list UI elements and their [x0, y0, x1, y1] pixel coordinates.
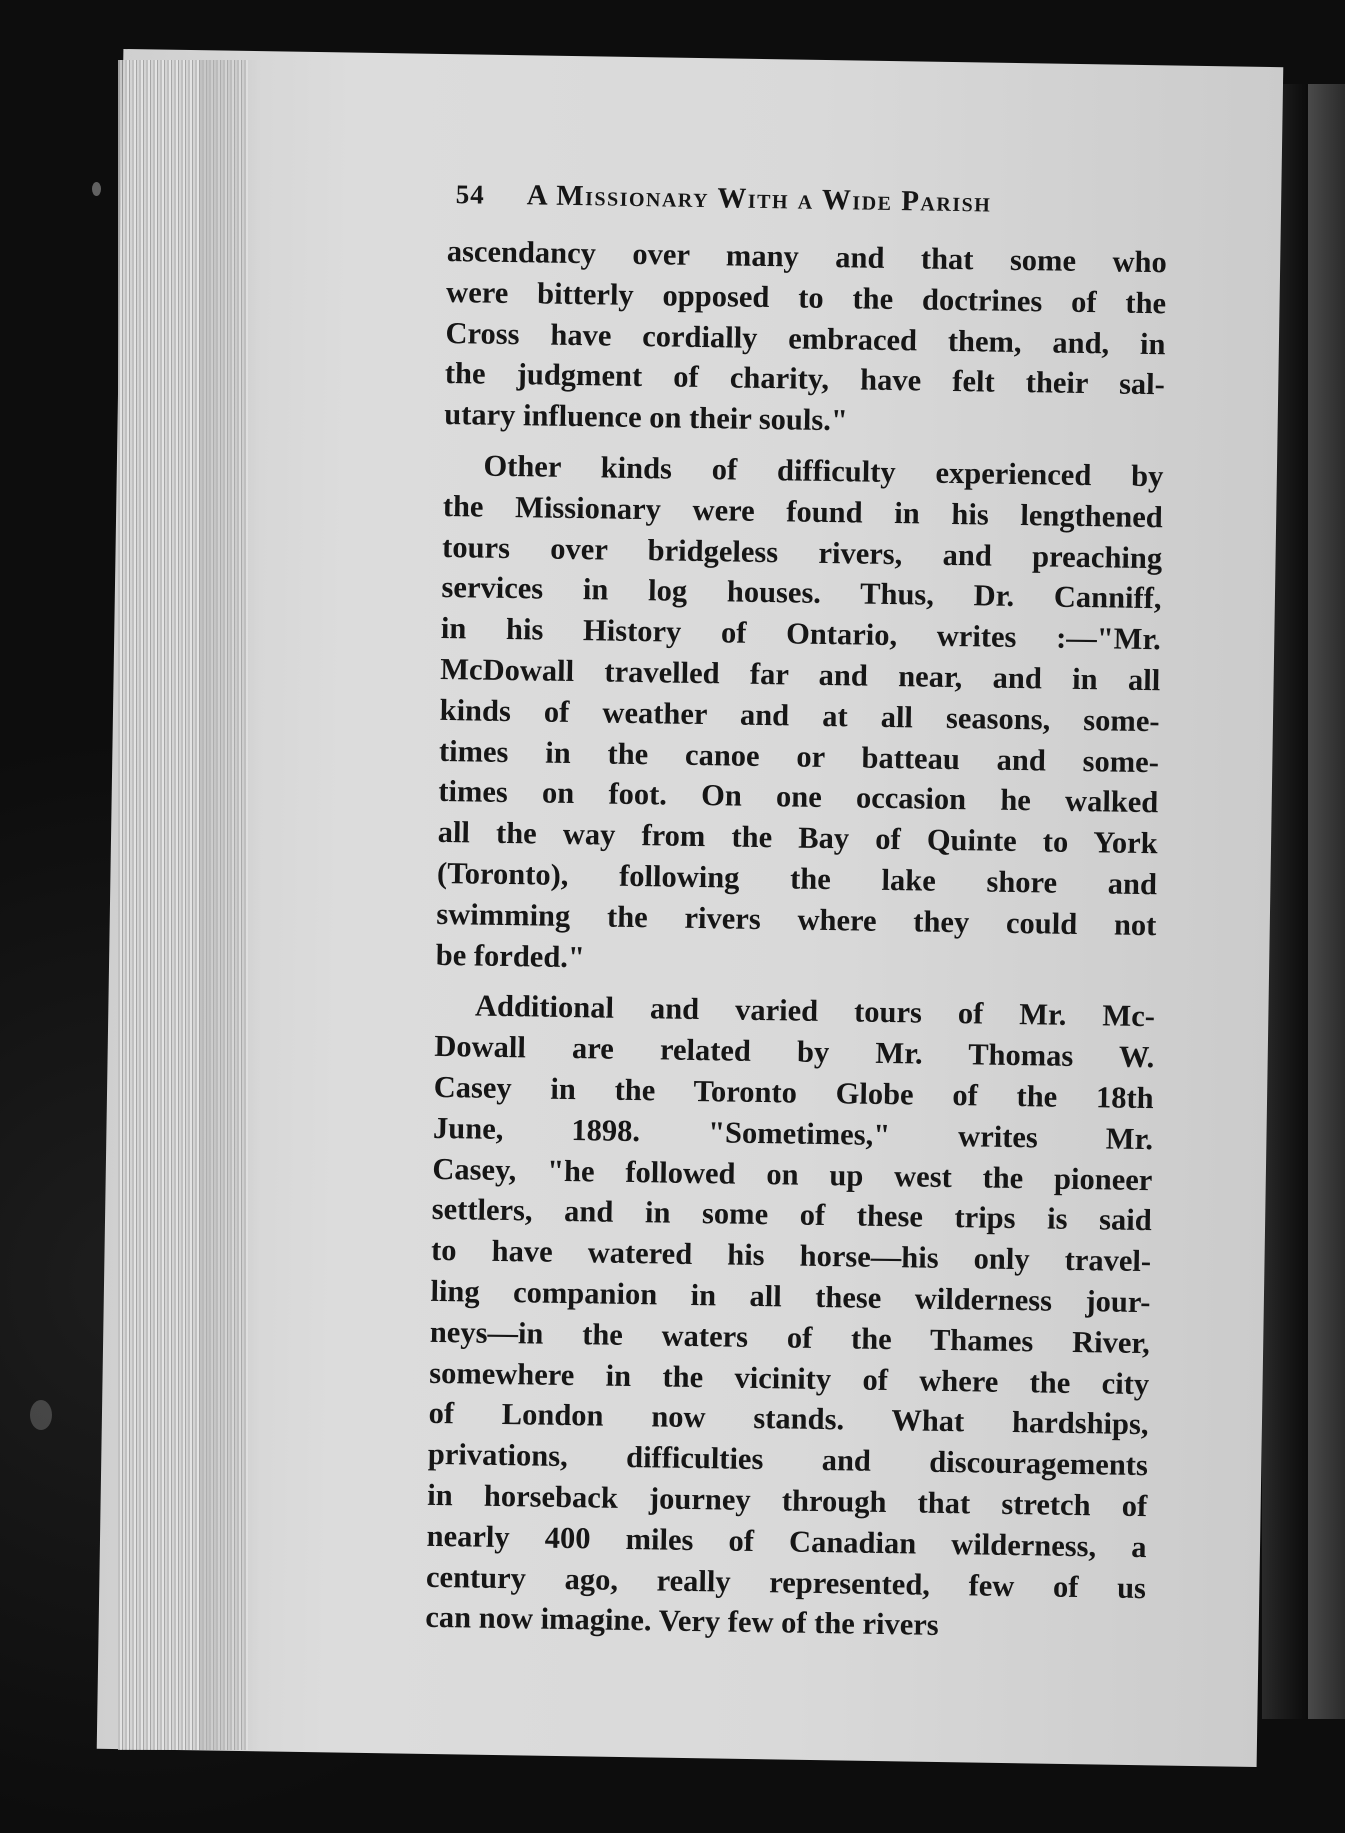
text-line: be forded.": [435, 937, 586, 974]
text-line: nearly 400 miles of Canadian wilderness, a: [426, 1518, 1147, 1564]
text-line: Additional and varied tours of Mr. Mc-: [474, 988, 1156, 1034]
paragraph: [444, 231, 1167, 446]
text-line: tours over bridgeless rivers, and preaching: [441, 529, 1163, 575]
text-line: were bitterly opposed to the doctrines of the: [445, 274, 1167, 321]
text-line: utary influence on their souls.": [444, 397, 849, 438]
text-line: the Missionary were found in his lengthened: [442, 488, 1164, 535]
text-line: Dowall are related by Mr. Thomas W.: [434, 1029, 1155, 1075]
text-line: times in the canoe or batteau and some-: [438, 733, 1160, 779]
paragraph: [425, 985, 1155, 1649]
text-line: services in log houses. Thus, Dr. Canniff,: [441, 570, 1162, 616]
text-line: Casey in the Toronto Globe of the 18th: [433, 1069, 1154, 1116]
paragraph: [435, 445, 1163, 987]
scan-speck: [30, 1400, 52, 1430]
text-line: in his History of Ontario, writes :—"Mr.: [440, 611, 1162, 657]
page-gutter-shadow: [200, 60, 260, 1750]
book-cover-edge-outer: [1308, 84, 1345, 1719]
page-text-block: [425, 178, 1168, 1649]
text-line: can now imagine. Very few of the rivers: [425, 1600, 939, 1643]
body-text: [425, 231, 1167, 1649]
text-line: neys—in the waters of the Thames River,: [429, 1314, 1151, 1360]
text-line: Cross have cordially embraced them, and, in: [445, 315, 1166, 361]
running-head-title: A Missionary With a Wide Parish: [526, 179, 992, 219]
text-line: of London now stands. What hardships,: [428, 1396, 1149, 1442]
text-line: Other kinds of difficulty experienced by: [483, 448, 1164, 494]
text-line: (Toronto), following the lake shore and: [436, 855, 1158, 902]
text-line: century ago, really represented, few of us: [425, 1559, 1147, 1605]
text-line: privations, difficulties and discouragements: [427, 1436, 1149, 1483]
text-line: McDowall travelled far and near, and in all: [440, 651, 1161, 698]
text-line: somewhere in the vicinity of where the city: [428, 1355, 1150, 1401]
text-line: ling companion in all these wilderness jour-: [430, 1273, 1151, 1320]
text-line: all the way from the Bay of Quinte to York: [437, 815, 1158, 861]
text-line: June, 1898. "Sometimes," writes Mr.: [432, 1110, 1154, 1156]
page-number: 54: [455, 179, 485, 210]
text-line: to have watered his horse—his only travel-: [430, 1232, 1152, 1279]
scan-speck: [92, 182, 101, 196]
text-line: in horseback journey through that stretch of: [427, 1477, 1148, 1524]
text-line: swimming the rivers where they could not: [436, 896, 1157, 942]
text-line: settlers, and in some of these trips is said: [431, 1192, 1152, 1238]
text-line: times on foot. On one occasion he walked: [438, 774, 1159, 820]
text-line: kinds of weather and at all seasons, some-: [439, 692, 1160, 739]
text-line: the judgment of charity, have felt their sal-: [444, 356, 1166, 402]
text-line: ascendancy over many and that some who: [446, 233, 1168, 280]
text-line: Casey, "he followed on up west the pioneer: [432, 1151, 1153, 1197]
